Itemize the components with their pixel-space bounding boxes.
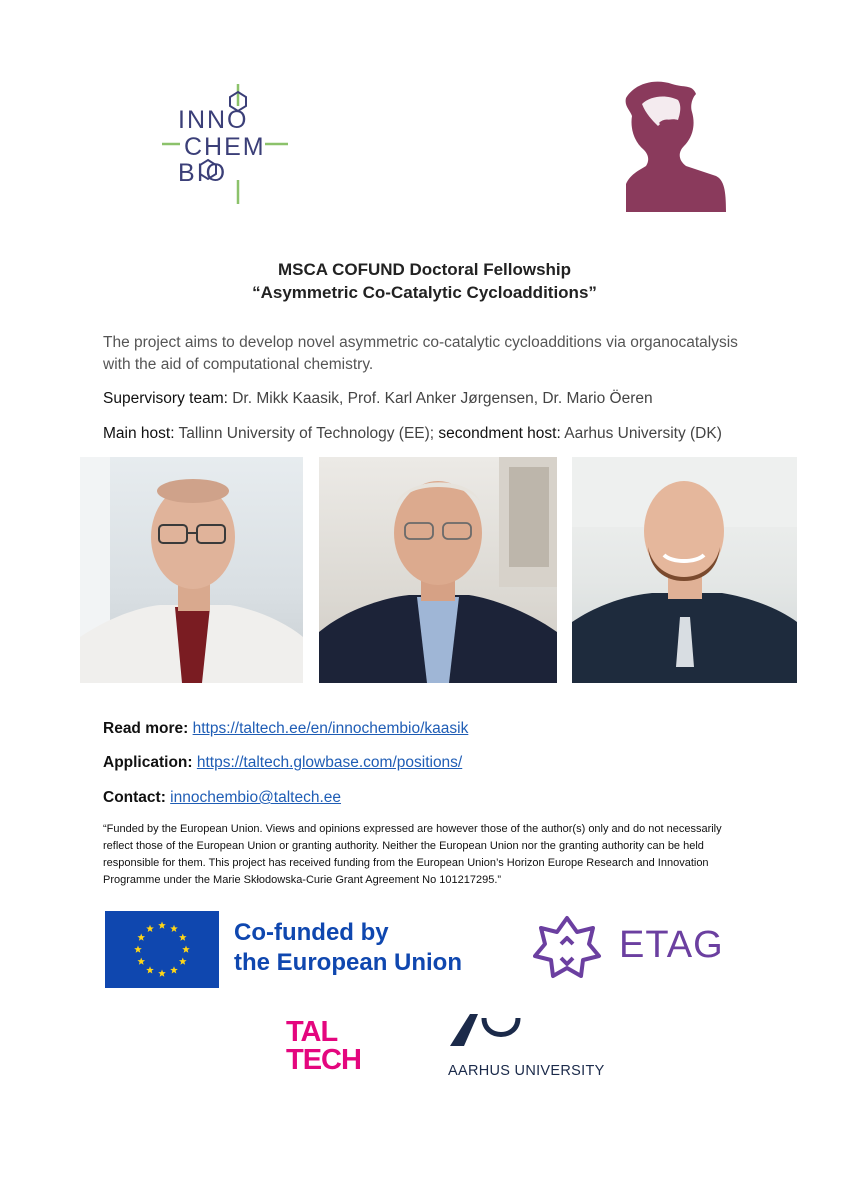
marie-curie-silhouette-icon <box>620 80 728 212</box>
read-more-line <box>103 720 468 738</box>
funding-disclaimer: “Funded by the European Union. Views and opinions expressed are however those of the author(s) only and do not necessarily reflect those of the European Union or granting authority. Neither the European Union nor the granting authority can be held responsible for them. This project has received funding from the European Union’s Horizon Europe Research and Innovation Programme under the Marie Skłodowska-Curie Grant Agreement No 101217295.” <box>103 823 722 886</box>
eu-cofunded-line-1: Co-funded by <box>234 919 389 946</box>
taltech-logo <box>286 1018 386 1076</box>
supervisor-photo-2 <box>319 457 557 683</box>
supervisory-team-value: Dr. Mikk Kaasik, Prof. Karl Anker Jørgensen, Dr. Mario Öeren <box>227 390 653 407</box>
eu-cofunded-line-2: the European Union <box>234 949 462 976</box>
supervisory-team-line <box>103 390 763 408</box>
application-line <box>103 754 462 772</box>
taltech-line-tech: TECH <box>286 1044 361 1076</box>
innochembio-line-bio: BIO <box>178 159 228 187</box>
innochembio-logo <box>150 82 300 207</box>
secondment-host-label: secondment host: <box>434 425 561 442</box>
eu-flag-icon <box>105 911 219 988</box>
read-more-link[interactable]: https://taltech.ee/en/innochembio/kaasik <box>192 720 469 737</box>
marie-curie-logo <box>620 80 728 212</box>
contact-label: Contact: <box>103 789 166 806</box>
application-label: Application: <box>103 754 193 771</box>
taltech-line-tal: TAL <box>286 1016 338 1048</box>
supervisor-photo-3 <box>572 457 797 683</box>
aarhus-seal-icon <box>448 1012 522 1048</box>
fellowship-title: MSCA COFUND Doctoral Fellowship <box>277 260 572 279</box>
project-title: “Asymmetric Co-Catalytic Cycloadditions” <box>252 283 597 302</box>
supervisory-team-label: Supervisory team: <box>103 390 228 407</box>
aarhus-wordmark: AARHUS UNIVERSITY <box>448 1063 605 1079</box>
project-aim-text: The project aims to develop novel asymmetric co-catalytic cycloadditions via organocatalysis with the aid of computational chemistry. <box>103 334 738 373</box>
innochembio-line-inno: INNO <box>178 106 249 134</box>
etag-star-icon <box>531 914 603 986</box>
contact-line <box>103 789 341 807</box>
main-host-label: Main host: <box>103 425 175 442</box>
innochembio-line-chem: CHEM <box>184 133 266 161</box>
main-host-value: Tallinn University of Technology (EE); <box>174 425 435 442</box>
host-line <box>103 425 763 443</box>
contact-email-link[interactable]: innochembio@taltech.ee <box>170 789 342 806</box>
supervisor-photo-1 <box>80 457 303 683</box>
application-link[interactable]: https://taltech.glowbase.com/positions/ <box>196 754 463 771</box>
etag-wordmark: ETAG <box>619 924 724 966</box>
secondment-host-value: Aarhus University (DK) <box>560 425 722 442</box>
read-more-label: Read more: <box>103 720 189 737</box>
